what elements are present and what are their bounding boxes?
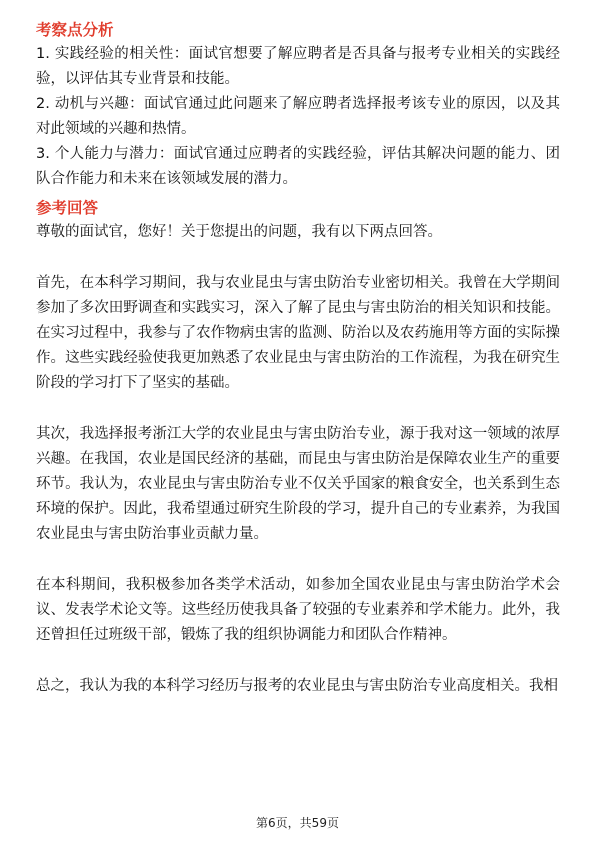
spacer bbox=[36, 245, 560, 271]
answer-paragraph-4: 总之，我认为我的本科学习经历与报考的农业昆虫与害虫防治专业高度相关。我相 bbox=[36, 678, 558, 694]
answer-paragraph-2: 其次，我选择报考浙江大学的农业昆虫与害虫防治专业，源于我对这一领域的浓厚兴趣。在我国，农业是国民经济的基础，而昆虫与害虫防治是保障农业生产的重要环节。我认为，农业昆虫与害虫防治专业不仅关乎国家的粮食安全，也关系到生态环境的保护。因此，我希望通过研究生阶段的学习，提升自己的专业素养，为我国农业昆虫与害虫防治事业贡献力量。 bbox=[36, 426, 560, 542]
analysis-item-1: 1. 实践经验的相关性：面试官想要了解应聘者是否具备与报考专业相关的实践经验，以评估其专业背景和技能。 bbox=[36, 46, 560, 87]
spacer bbox=[36, 648, 560, 674]
page-footer: 第6页，共59页 bbox=[256, 816, 339, 830]
answer-paragraph-1: 首先，在本科学习期间，我与农业昆虫与害虫防治专业密切相关。我曾在大学期间参加了多次田野调查和实践实习，深入了解了昆虫与害虫防治的相关知识和技能。在实习过程中，我参与了农作物病虫害的监测、防治以及农药施用等方面的实际操作。这些实践经验使我更加熟悉了农业昆虫与害虫防治的工作流程，为我在研究生阶段的学习打下了坚实的基础。 bbox=[36, 275, 560, 391]
spacer bbox=[36, 396, 560, 422]
answer-paragraph-3: 在本科期间，我积极参加各类学术活动，如参加全国农业昆虫与害虫防治学术会议、发表学术论文等。这些经历使我具备了较强的专业素养和学术能力。此外，我还曾担任过班级干部，锻炼了我的组织协调能力和团队合作精神。 bbox=[36, 577, 560, 643]
spacer bbox=[36, 547, 560, 573]
analysis-item-3: 3. 个人能力与潜力：面试官通过应聘者的实践经验，评估其解决问题的能力、团队合作能力和未来在该领域发展的潜力。 bbox=[36, 146, 560, 187]
answer-greeting: 尊敬的面试官，您好！关于您提出的问题，我有以下两点回答。 bbox=[36, 224, 442, 240]
document-page bbox=[36, 18, 560, 699]
analysis-title: 考察点分析 bbox=[36, 21, 114, 39]
analysis-item-2: 2. 动机与兴趣：面试官通过此问题来了解应聘者选择报考该专业的原因，以及其对此领域的兴趣和热情。 bbox=[36, 96, 560, 137]
answer-title: 参考回答 bbox=[36, 199, 99, 217]
